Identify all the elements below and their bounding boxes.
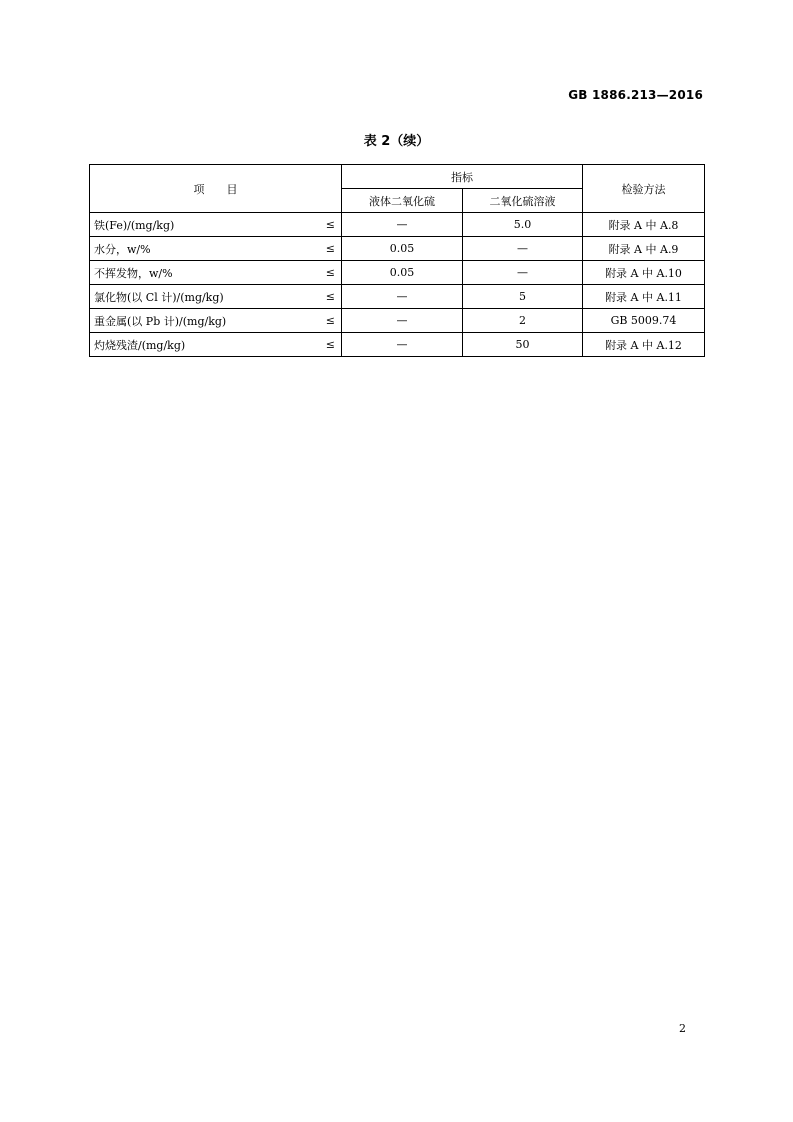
table-row <box>90 285 705 309</box>
table-row <box>90 213 705 237</box>
method-cell: 附录 A 中 A.9 <box>583 237 705 261</box>
less-or-equal-symbol: ≤ <box>325 290 335 303</box>
item-cell <box>90 213 342 237</box>
item-cell <box>90 261 342 285</box>
less-or-equal-symbol: ≤ <box>325 218 335 231</box>
column-header-item: 项 目 <box>90 165 342 213</box>
less-or-equal-symbol: ≤ <box>325 314 335 327</box>
liquid-value-cell: — <box>342 285 463 309</box>
column-header-solution: 二氧化硫溶液 <box>463 189 583 213</box>
item-name: 氯化物(以 Cl 计)/(mg/kg) <box>94 290 224 304</box>
item-name: 水分，w/% <box>94 242 151 256</box>
table-row <box>90 261 705 285</box>
solution-value-cell: 5.0 <box>463 213 583 237</box>
table-row <box>90 333 705 357</box>
specification-table <box>89 164 705 357</box>
solution-value-cell: 50 <box>463 333 583 357</box>
method-cell: 附录 A 中 A.11 <box>583 285 705 309</box>
item-cell <box>90 237 342 261</box>
liquid-value-cell: — <box>342 309 463 333</box>
liquid-value-cell: — <box>342 213 463 237</box>
method-cell: 附录 A 中 A.10 <box>583 261 705 285</box>
item-cell <box>90 285 342 309</box>
method-cell: 附录 A 中 A.12 <box>583 333 705 357</box>
table-header-row <box>90 165 705 189</box>
standard-code: GB 1886.213—2016 <box>568 88 703 102</box>
column-header-index: 指标 <box>342 165 583 189</box>
liquid-value-cell: 0.05 <box>342 237 463 261</box>
less-or-equal-symbol: ≤ <box>325 242 335 255</box>
column-header-method: 检验方法 <box>583 165 705 213</box>
page-number: 2 <box>679 1022 686 1035</box>
less-or-equal-symbol: ≤ <box>325 338 335 351</box>
liquid-value-cell: 0.05 <box>342 261 463 285</box>
liquid-value-cell: — <box>342 333 463 357</box>
table-title: 表 2（续） <box>363 134 430 149</box>
item-name: 灼烧残渣/(mg/kg) <box>94 338 186 352</box>
item-cell <box>90 333 342 357</box>
item-name: 重金属(以 Pb 计)/(mg/kg) <box>94 314 227 328</box>
method-cell: GB 5009.74 <box>583 309 705 333</box>
item-name: 铁(Fe)/(mg/kg) <box>94 218 175 232</box>
item-name: 不挥发物，w/% <box>94 266 173 280</box>
less-or-equal-symbol: ≤ <box>325 266 335 279</box>
solution-value-cell: — <box>463 237 583 261</box>
table-row <box>90 309 705 333</box>
method-cell: 附录 A 中 A.8 <box>583 213 705 237</box>
solution-value-cell: — <box>463 261 583 285</box>
item-cell <box>90 309 342 333</box>
column-header-liquid: 液体二氧化硫 <box>342 189 463 213</box>
solution-value-cell: 2 <box>463 309 583 333</box>
table-row <box>90 237 705 261</box>
solution-value-cell: 5 <box>463 285 583 309</box>
